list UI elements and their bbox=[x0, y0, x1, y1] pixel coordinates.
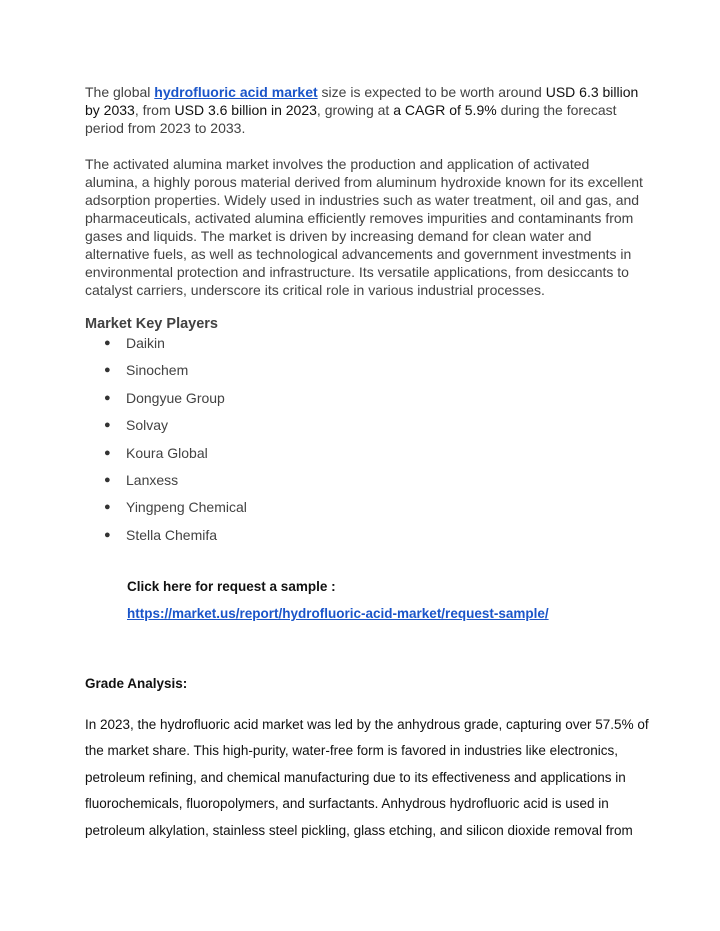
player-name: Stella Chemifa bbox=[126, 526, 218, 543]
paragraph-line: fluorochemicals, fluoropolymers, and surfactants. Anhydrous hydrofluoric acid is used in bbox=[85, 796, 609, 812]
intro-text-3: , growing at bbox=[316, 102, 394, 118]
bullet-icon: ● bbox=[104, 501, 111, 514]
intro-cagr: a CAGR of 5.9% bbox=[393, 102, 497, 118]
bullet-icon: ● bbox=[104, 337, 111, 349]
key-players-list bbox=[104, 334, 247, 553]
intro-value-2023: USD 3.6 billion in 2023 bbox=[174, 102, 317, 118]
list-item bbox=[104, 526, 247, 553]
player-name: Lanxess bbox=[126, 471, 179, 488]
paragraph-line: petroleum alkylation, stainless steel pickling, glass etching, and silicon dioxide removal from bbox=[85, 822, 633, 838]
bullet-icon: ● bbox=[104, 364, 111, 377]
player-name: Koura Global bbox=[126, 444, 208, 461]
grade-analysis-paragraph bbox=[85, 716, 649, 848]
list-item bbox=[104, 389, 247, 416]
intro-value-2033: USD 6.3 billion by 2033 bbox=[85, 84, 639, 118]
request-sample-label: Click here for request a sample : bbox=[127, 579, 336, 594]
request-sample-link[interactable]: https://market.us/report/hydrofluoric-acid-market/request-sample/ bbox=[127, 606, 549, 621]
intro-paragraph bbox=[85, 83, 645, 137]
paragraph-line: In 2023, the hydrofluoric acid market was led by the anhydrous grade, capturing over 57.5% of bbox=[85, 717, 649, 732]
player-name: Solvay bbox=[126, 417, 169, 434]
list-item bbox=[104, 416, 247, 443]
bullet-icon: ● bbox=[104, 528, 111, 541]
alumina-paragraph: The activated alumina market involves the production and application of activated alumina, a highly porous material derived from aluminum hydroxide known for its excellent adsorption properties. Widely used in industries such as water treatment, oil and gas, and pharmaceuticals, activated alumina efficiently removes impurities and contaminants from gases and liquids. The market is driven by increasing demand for clean water and alternative fuels, as well as technological advancements and government investments in environmental protection and infrastructure. Its versatile applications, from desiccants to catalyst carriers, underscore its critical role in various industrial processes. bbox=[85, 156, 643, 298]
intro-prefix: The global bbox=[85, 84, 155, 100]
list-item bbox=[104, 444, 247, 471]
player-name: Dongyue Group bbox=[126, 389, 225, 406]
bullet-icon: ● bbox=[104, 419, 111, 432]
player-name: Daikin bbox=[126, 335, 165, 351]
list-item bbox=[104, 471, 247, 498]
player-name: Sinochem bbox=[126, 362, 189, 379]
intro-text-1: size is expected to be worth around bbox=[317, 84, 546, 100]
player-name: Yingpeng Chemical bbox=[126, 499, 247, 516]
paragraph-line: petroleum refining, and chemical manufacturing due to its effectiveness and applications in bbox=[85, 769, 626, 785]
grade-analysis-heading: Grade Analysis: bbox=[85, 676, 188, 691]
intro-text-4: during the forecast period from 2023 to 2033. bbox=[85, 102, 617, 136]
bullet-icon: ● bbox=[104, 446, 111, 459]
intro-text-2: , from bbox=[134, 102, 175, 118]
bullet-icon: ● bbox=[104, 473, 111, 486]
key-players-heading: Market Key Players bbox=[85, 316, 218, 332]
list-item bbox=[104, 361, 247, 388]
list-item bbox=[104, 498, 247, 525]
bullet-icon: ● bbox=[104, 391, 111, 404]
hydrofluoric-acid-market-link[interactable]: hydrofluoric acid market bbox=[154, 84, 318, 100]
paragraph-line: the market share. This high-purity, water-free form is favored in industries like electronics, bbox=[85, 743, 618, 759]
list-item bbox=[104, 334, 247, 361]
